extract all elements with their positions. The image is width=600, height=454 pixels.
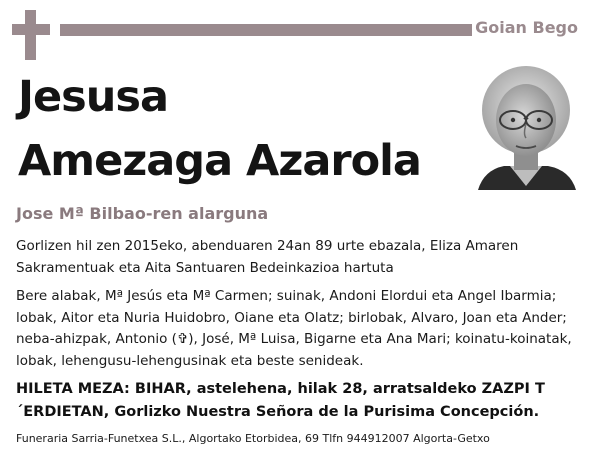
deceased-relation: Jose Mª Bilbao-ren alarguna [16, 204, 269, 223]
portrait-photo [470, 62, 582, 190]
deceased-first-name: Jesusa [18, 72, 168, 122]
header-label: Goian Bego [475, 18, 578, 37]
funeral-home-footer: Funeraria Sarria-Funetxea S.L., Algortako Etorbidea, 69 Tlfn 944912007 Algorta-Getxo [16, 432, 490, 445]
deceased-surname: Amezaga Azarola [18, 136, 421, 186]
funeral-mass-announcement: HILETA MEZA: BIHAR, astelehena, hilak 28, arratsaldeko ZAZPI T´ERDIETAN, Gorlizko Nuestra Señora de la Purisima Concepción. [16, 381, 545, 420]
header-divider-bar [60, 24, 472, 36]
family-paragraph: Bere alabak, Mª Jesús eta Mª Carmen; suinak, Andoni Elordui eta Angel Ibarmia; lobak, Aitor eta Nuria Huidobro, Oiane eta Olatz; birlobak, Alvaro, Joan eta Ander; neba-ahizpak, Antonio (✞), José, Mª Luisa, Bigarne eta Ana Mari; koinatu-koinatak, lobak, lehengusu-lehengusinak eta beste senideak. [16, 288, 572, 369]
cross-icon [12, 10, 50, 60]
death-notice-paragraph: Gorlizen hil zen 2015eko, abenduaren 24an 89 urte ebazala, Eliza Amaren Sakramentuak eta Aita Santuaren Bedeinkazioa hartuta [16, 238, 519, 276]
portrait-photo-image [470, 62, 582, 190]
